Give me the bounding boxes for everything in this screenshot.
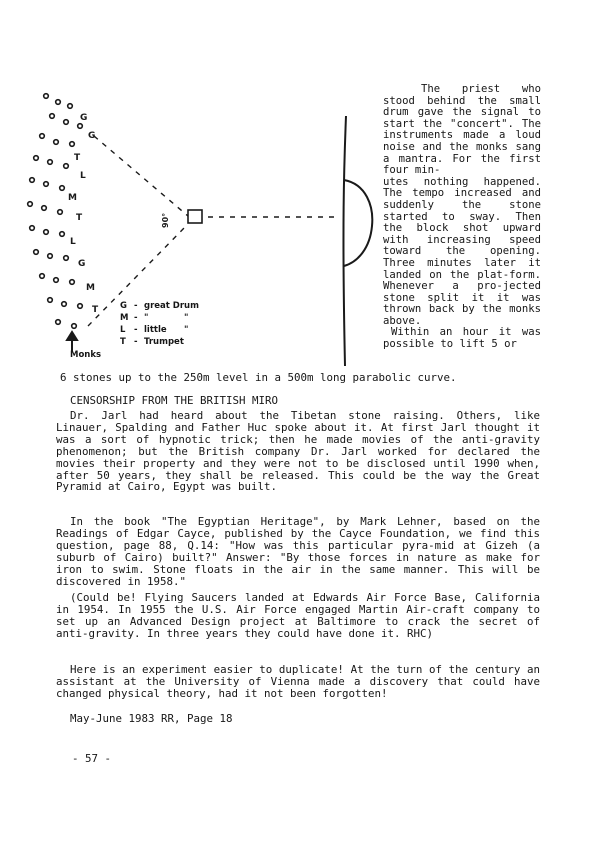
svg-text:L: L	[80, 171, 86, 181]
legend-row: T - Trumpet	[120, 337, 184, 347]
paragraph-text: Here is an experiment easier to duplicate! At the turn of the century an assistant at the University of Vienna made a discovery that could have changed physical theory, had it not been forgotten!	[56, 663, 540, 700]
svg-text:G: G	[78, 259, 86, 269]
svg-text:T: T	[92, 305, 99, 315]
stone-raising-diagram	[22, 76, 382, 376]
distance-mark: 90°	[161, 212, 170, 228]
svg-text:G: G	[88, 131, 96, 141]
svg-text:G: G	[80, 113, 88, 123]
paragraph-text: In the book "The Egyptian Heritage", by Mark Lehner, based on the Readings of Edgar Cayce, published by the Cayce Foundation, we find this question, page 88, Q.14: "How was this particular pyra-mid at Gizeh (a suburb of Cairo) built?" Answer: "By those forces in nature as make for iron to swim. Stone floats in the air in the same manner. This will be discovered in 1958."	[56, 515, 540, 588]
legend-key: T	[120, 337, 126, 347]
side-column-text	[383, 84, 541, 351]
side-paragraph: Within an hour it was possible to lift 5 or	[383, 326, 541, 351]
legend-label: Trumpet	[144, 337, 184, 347]
source-reference: May-June 1983 RR, Page 18	[70, 712, 233, 725]
body-paragraph	[56, 664, 540, 700]
small-drum-symbol	[188, 210, 202, 223]
svg-text:L: L	[70, 237, 76, 247]
svg-text:T: T	[76, 213, 83, 223]
section-heading: CENSORSHIP FROM THE BRITISH MIRO	[70, 394, 279, 407]
sight-lines	[88, 136, 340, 326]
legend-label: great Drum	[144, 301, 199, 311]
svg-text:M: M	[68, 193, 77, 203]
legend-key: G	[120, 301, 127, 311]
legend-label: "	[144, 313, 149, 323]
svg-text:T: T	[74, 153, 81, 163]
legend-row: G - great Drum	[120, 301, 199, 311]
diagram-drawing	[22, 76, 382, 376]
body-paragraph	[56, 516, 540, 587]
monks-arrow	[67, 332, 77, 352]
page-number: - 57 -	[72, 752, 112, 765]
diagram-legend	[120, 300, 199, 348]
legend-key: L	[120, 325, 126, 335]
legend-key: M	[120, 313, 129, 323]
body-paragraph	[56, 410, 540, 493]
continuation-line: 6 stones up to the 250m level in a 500m long parabolic curve.	[60, 371, 457, 384]
monks-label: Monks	[70, 350, 102, 360]
legend-ditto: "	[184, 313, 189, 323]
legend-ditto: "	[184, 325, 189, 335]
cliff-wall	[343, 116, 372, 366]
paragraph-text: Dr. Jarl had heard about the Tibetan stone raising. Others, like Linauer, Spalding and Father Huc spoke about it. At first Jarl thought it was a sort of hypnotic trick; then he made movies of the anti-gravity phenomenon; but the British company Dr. Jarl worked for declared the movies their property and they were not to be disclosed until 1990 when, after 50 years, they shall be released. This could be the way the Great Pyramid at Cairo, Egypt was built.	[56, 409, 540, 494]
side-paragraph: utes nothing happened. The tempo increased and suddenly the stone started to sway. Then the block shot upward with increasing speed toward the opening. Three minutes later it landed on the plat-form. Whenever a pro-jected stone split it it was thrown back by the monks above.	[383, 175, 541, 327]
monk-cluster	[28, 94, 86, 329]
legend-label: little	[144, 325, 167, 335]
legend-row: M - " "	[120, 313, 189, 323]
legend-row: L - little "	[120, 325, 189, 335]
svg-text:M: M	[86, 283, 95, 293]
side-paragraph: The priest who stood behind the small drum gave the signal to start the "concert". The instruments made a loud noise and the monks sang a mantra. For the first four min-	[383, 83, 541, 177]
body-paragraph	[56, 592, 540, 640]
paragraph-text: (Could be! Flying Saucers landed at Edwards Air Force Base, California in 1954. In 1955 the U.S. Air Force engaged Martin Air-craft company to set up an Advanced Design project at Baltimore to crack the secret of anti-gravity. In three years they could have done it. RHC)	[56, 591, 540, 640]
